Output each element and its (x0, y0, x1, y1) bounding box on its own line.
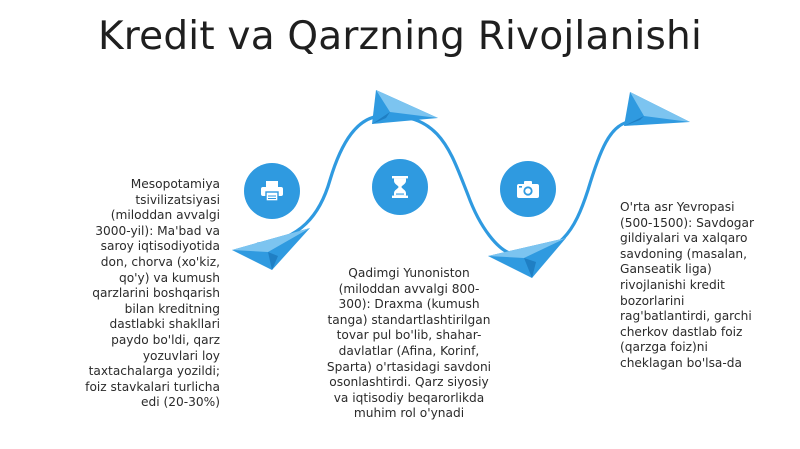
wave-path (258, 116, 628, 255)
paper-plane-icon (372, 90, 438, 124)
printer-icon (259, 179, 285, 203)
step-1-circle (244, 163, 300, 219)
step-3-circle (500, 161, 556, 217)
step-1-text: Mesopotamiya tsivilizatsiyasi (miloddan avvalgi 3000-yil): Ma'bad va saroy iqtisodiyotida don, chorva (xo'kiz, qo'y) va kumush qarzlarini boshqarish bilan kreditning dastlabki shakllari paydo bo'ldi, qarz yozuvlari loy taxtachalarga yozildi; foiz stavkalari turlicha edi (20-30%) (85, 177, 220, 410)
camera-icon (516, 179, 540, 199)
paper-plane-icon (624, 92, 690, 126)
hourglass-icon (391, 175, 409, 199)
page-title: Kredit va Qarzning Rivojlanishi (98, 14, 702, 59)
paper-plane-icon (232, 228, 310, 270)
step-3-text: O'rta asr Yevropasi (500-1500): Savdogar gildiyalari va xalqaro savdoning (masalan, Ganseatik liga) rivojlanishi kredit bozorlarini rag'batlantirdi, garchi cherkov dastlab foiz (qarzga foiz)ni cheklagan bo'lsa-da (620, 200, 754, 370)
step-2-circle (372, 159, 428, 215)
step-2-text: Qadimgi Yunoniston (miloddan avvalgi 800- 300): Draxma (kumush tanga) standartlashtirilgan tovar pul bo'lib, shahar- davlatlar (Afina, Korinf, Sparta) o'rtasidagi savdoni osonlashtirdi. Qarz siyosiy va iqtisodiy beqarorlikda muhim rol o'ynadi (326, 266, 492, 421)
